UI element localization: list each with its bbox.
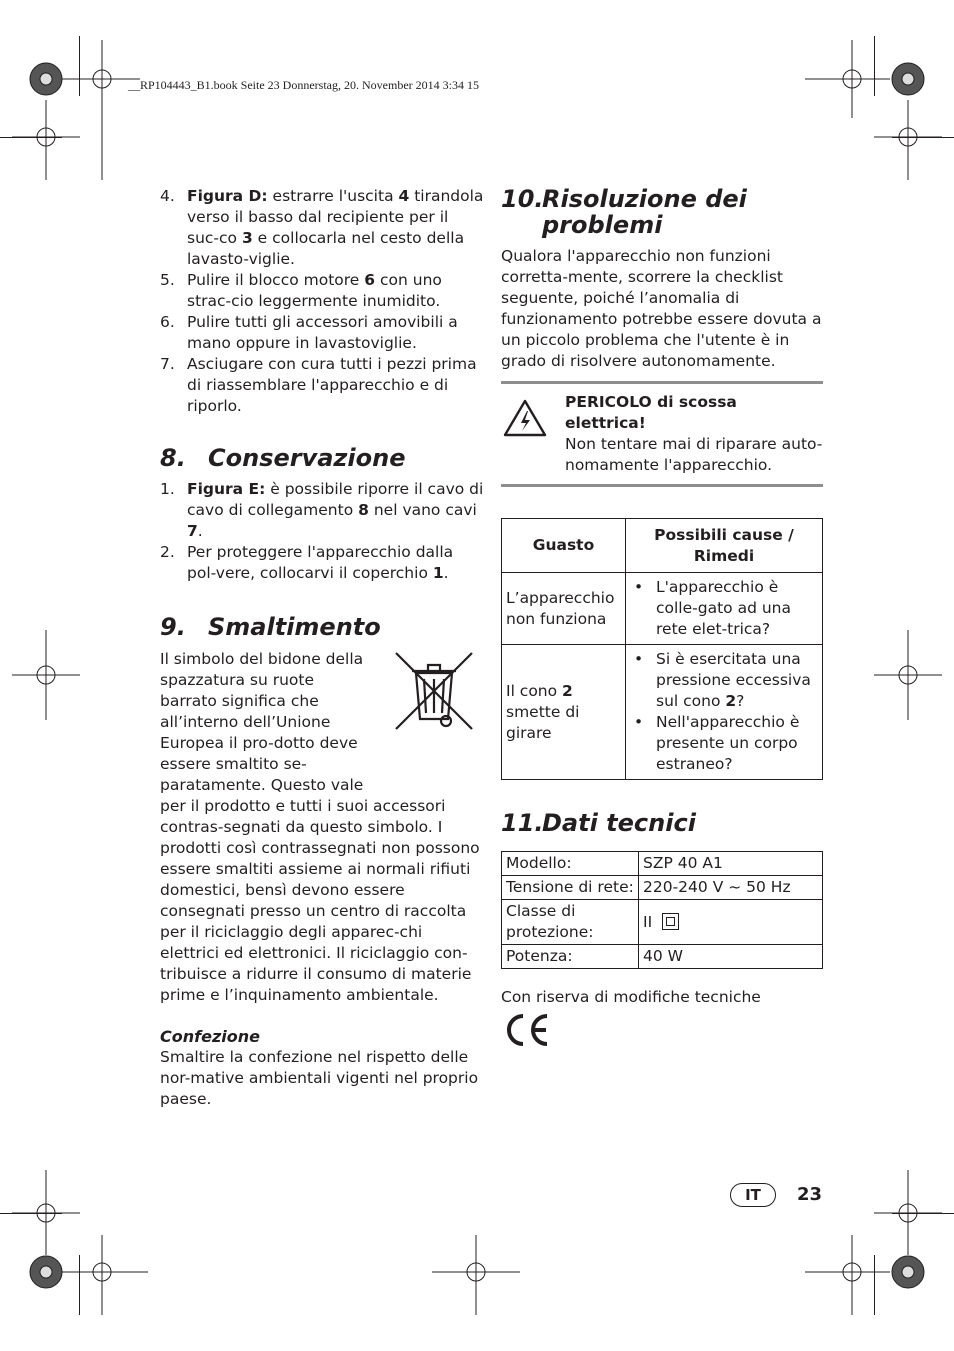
section-heading: 11.Dati tecnici xyxy=(501,809,696,837)
left-column xyxy=(160,186,484,1110)
table-header: Possibili cause / Rimedi xyxy=(626,519,823,573)
protection-class-icon xyxy=(662,913,679,930)
electric-hazard-icon xyxy=(503,398,547,438)
crossed-bin-icon xyxy=(392,649,476,735)
confezione-heading: Confezione xyxy=(160,1027,260,1046)
list-item: 6. Pulire tutti gli accessori amovibili a mano oppure in lavastoviglie. xyxy=(160,313,458,352)
table-cell: L’apparecchio non funziona xyxy=(502,573,626,645)
registration-target-icon xyxy=(805,40,890,118)
section-heading: 10.Risoluzione dei problemi xyxy=(501,185,747,239)
table-header: Guasto xyxy=(502,519,626,573)
ce-mark-icon xyxy=(501,1012,551,1048)
table-row xyxy=(502,645,823,780)
troubleshooting-table xyxy=(501,518,823,780)
registration-target-icon xyxy=(62,40,140,180)
print-header: __RP104443_B1.book Seite 23 Donnerstag, 20. November 2014 3:34 15 xyxy=(128,78,479,92)
table-cell: • Si è esercitata una pressione eccessiva sul cono 2? • Nell'apparecchio è presente un corpo estraneo? xyxy=(626,645,823,780)
confezione-block xyxy=(160,1026,484,1110)
list-item: 7. Asciugare con cura tutti i pezzi prima di riassemblare l'apparecchio e di riporlo. xyxy=(160,355,477,415)
registration-target-icon xyxy=(874,630,942,720)
warning-text: Non tentare mai di riparare auto-nomamente l'apparecchio. xyxy=(565,435,823,474)
table-row: Tensione di rete: 220-240 V ~ 50 Hz xyxy=(502,876,823,900)
table-row xyxy=(502,573,823,645)
registration-target-icon xyxy=(62,1235,148,1315)
warning-title: PERICOLO di scossa elettrica! xyxy=(565,393,737,432)
section-heading: 8. Conservazione xyxy=(160,444,406,472)
section-risoluzione xyxy=(501,186,823,238)
list-item: 4. Figura D: estrarre l'uscita 4 tirandola verso il basso dal recipiente per il suc-co 3 e collocarla nel cesto della lavasto-viglie. xyxy=(160,187,484,268)
weee-block xyxy=(160,649,484,796)
registration-target-icon xyxy=(12,1170,80,1255)
tech-data-table xyxy=(501,851,823,969)
registration-target-icon xyxy=(12,630,80,720)
troubleshooting-intro: Qualora l'apparecchio non funzioni corretta-mente, scorrere la checklist seguente, poiché l’anomalia di funzionamento potrebbe essere dovuta a un piccolo problema che l'utente è in grado di risolvere autonomamente. xyxy=(501,247,822,370)
section-heading: 9. Smaltimento xyxy=(160,613,381,641)
section-dati-tecnici xyxy=(501,810,823,836)
table-row: Modello: SZP 40 A1 xyxy=(502,852,823,876)
right-column xyxy=(501,186,823,1054)
cleaning-steps xyxy=(160,186,484,417)
warning-box xyxy=(501,381,823,487)
table-cell: Il cono 2 smette di girare xyxy=(502,645,626,780)
list-item: 5. Pulire il blocco motore 6 con uno strac-cio leggermente inumidito. xyxy=(160,271,442,310)
registration-target-icon xyxy=(805,1235,890,1315)
modification-notice: Con riserva di modifiche tecniche xyxy=(501,988,761,1006)
section-conservazione xyxy=(160,445,484,471)
table-cell: • L'apparecchio è colle-gato ad una rete elet-trica? xyxy=(626,573,823,645)
registration-target-icon xyxy=(432,1235,520,1315)
list-item: 2. Per proteggere l'apparecchio dalla pol-vere, collocarvi il coperchio 1. xyxy=(160,543,454,582)
list-item: 1. Figura E: è possibile riporre il cavo di cavo di collegamento 8 nel vano cavi 7. xyxy=(160,480,484,540)
weee-text: Il simbolo del bidone della spazzatura su ruote barrato significa che all’interno dell’Unione Europea il pro-dotto deve essere smaltito se-paratamente. Questo vale xyxy=(160,650,364,794)
confezione-text: Smaltire la confezione nel rispetto delle nor-mative ambientali vigenti nel proprio paese. xyxy=(160,1048,479,1108)
page-number: 23 xyxy=(797,1184,823,1205)
storage-steps xyxy=(160,479,484,584)
registration-target-icon xyxy=(12,100,80,180)
registration-target-icon xyxy=(874,100,942,180)
section-smaltimento xyxy=(160,614,484,640)
disposal-text: per il prodotto e tutti i suoi accessori contras-segnati da questo simbolo. I prodotti così contrassegnati non possono essere smaltiti assieme ai normali rifiuti domestici, bensì devono essere consegnati presso un centro di raccolta per il riciclaggio degli apparec-chi elettrici ed elettronici. Il riciclaggio con-tribuisce a ridurre il consumo di materie prime e l’inquinamento ambientale. xyxy=(160,797,480,1004)
table-row: Classe di protezione: II xyxy=(502,900,823,945)
table-row: Potenza: 40 W xyxy=(502,945,823,969)
language-badge: IT xyxy=(730,1183,776,1207)
registration-target-icon xyxy=(874,1170,942,1255)
